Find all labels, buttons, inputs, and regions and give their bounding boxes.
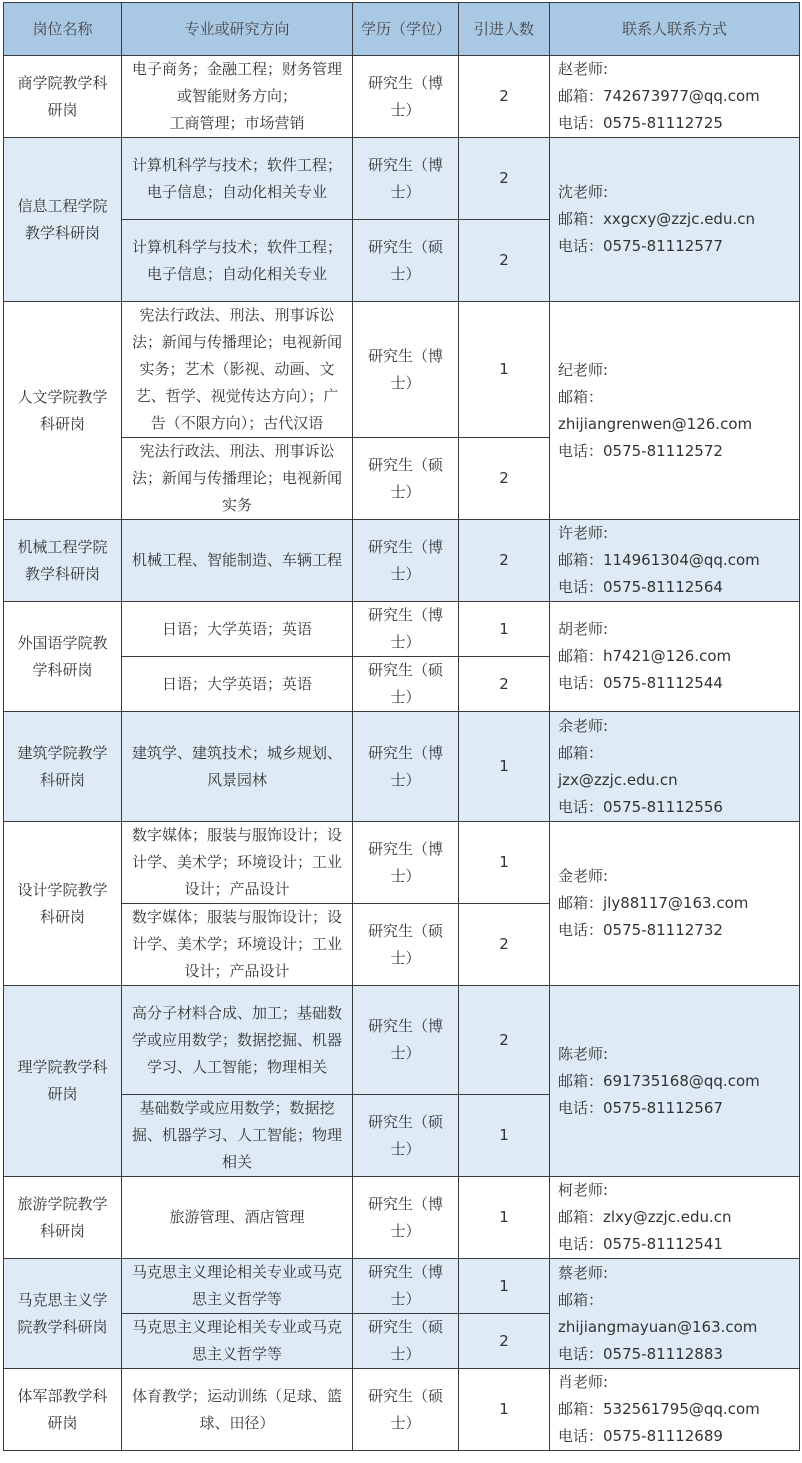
table-row — [4, 138, 800, 220]
contact-line: 余老师: — [558, 716, 609, 735]
contact-line: 电话：0575-81112544 — [558, 674, 723, 692]
table-row — [4, 986, 800, 1095]
header-direction: 专业或研究方向 — [122, 3, 353, 56]
direction-text: 体育教学；运动训练（足球、篮球、田径） — [131, 1386, 342, 1432]
count-cell: 1 — [459, 1259, 550, 1314]
direction-text: 日语；大学英语；英语 — [161, 674, 312, 693]
direction-text: 宪法行政法、刑法、刑事诉讼法；新闻与传播理论；电视新闻实务；艺术（影视、动画、文艺、哲学、视觉传达方向）；广告（不限方向）；古代汉语 — [131, 306, 342, 432]
contact-cell — [550, 1369, 800, 1451]
direction-text: 日语；大学英语；英语 — [161, 619, 312, 638]
degree-cell: 研究生（博士） — [353, 1177, 459, 1259]
table-body — [4, 56, 800, 1451]
header-count: 引进人数 — [459, 3, 550, 56]
degree-cell: 研究生（硕士） — [353, 657, 459, 712]
contact-line: 邮箱：zlxy@zzjc.edu.cn — [558, 1208, 732, 1226]
direction-cell — [122, 220, 353, 302]
contact-cell — [550, 602, 800, 712]
degree-cell: 研究生（硕士） — [353, 1314, 459, 1369]
degree-cell: 研究生（硕士） — [353, 438, 459, 520]
contact-line: 电话：0575-81112883 — [558, 1344, 723, 1363]
table-header-row — [4, 3, 800, 56]
degree-cell: 研究生（博士） — [353, 138, 459, 220]
contact-line: 电话：0575-81112567 — [558, 1098, 723, 1117]
count-cell: 2 — [459, 138, 550, 220]
count-cell: 1 — [459, 712, 550, 822]
direction-cell — [122, 986, 353, 1095]
direction-cell — [122, 904, 353, 986]
direction-cell — [122, 1369, 353, 1451]
contact-line: 电话：0575-81112564 — [558, 578, 723, 596]
count-cell: 2 — [459, 56, 550, 138]
contact-line: 蔡老师: — [558, 1263, 609, 1282]
count-cell: 1 — [459, 602, 550, 657]
position-cell: 体军部教学科研岗 — [4, 1369, 122, 1451]
table-row — [4, 56, 800, 138]
contact-line: 邮箱：h7421@126.com — [558, 647, 732, 665]
contact-line: 邮箱：742673977@qq.com — [558, 87, 760, 105]
count-cell: 1 — [459, 1177, 550, 1259]
contact-line: 电话：0575-81112689 — [558, 1427, 723, 1445]
recruitment-table — [3, 2, 800, 1451]
count-cell: 1 — [459, 1095, 550, 1177]
contact-cell — [550, 56, 800, 138]
header-position: 岗位名称 — [4, 3, 122, 56]
degree-cell: 研究生（硕士） — [353, 220, 459, 302]
direction-text: 数字媒体；服装与服饰设计；设计学、美术学；环境设计；工业设计；产品设计 — [131, 908, 342, 980]
degree-cell: 研究生（硕士） — [353, 1095, 459, 1177]
table-row — [4, 712, 800, 822]
count-cell: 1 — [459, 302, 550, 438]
position-cell: 旅游学院教学科研岗 — [4, 1177, 122, 1259]
contact-line: 电话：0575-81112572 — [558, 441, 723, 460]
count-cell: 1 — [459, 1369, 550, 1451]
degree-cell: 研究生（博士） — [353, 602, 459, 657]
contact-cell — [550, 520, 800, 602]
count-cell: 2 — [459, 904, 550, 986]
direction-text: 马克思主义理论相关专业或马克思主义哲学等 — [131, 1318, 342, 1363]
degree-cell: 研究生（博士） — [353, 302, 459, 438]
direction-text: 计算机科学与技术；软件工程；电子信息；自动化相关专业 — [131, 237, 342, 283]
direction-text: 数字媒体；服装与服饰设计；设计学、美术学；环境设计；工业设计；产品设计 — [131, 826, 342, 898]
direction-text: 计算机科学与技术；软件工程；电子信息；自动化相关专业 — [131, 155, 342, 201]
degree-cell: 研究生（硕士） — [353, 904, 459, 986]
contact-line: 赵老师: — [558, 60, 609, 78]
contact-line: 电话：0575-81112732 — [558, 921, 723, 939]
direction-cell — [122, 602, 353, 657]
contact-cell — [550, 138, 800, 302]
contact-line: 金老师: — [558, 867, 609, 885]
contact-line: 肖老师: — [558, 1373, 609, 1391]
direction-text: 建筑学、建筑技术；城乡规划、风景园林 — [131, 743, 342, 789]
contact-line: 邮箱：114961304@qq.com — [558, 551, 760, 569]
count-cell: 2 — [459, 1314, 550, 1369]
degree-cell: 研究生（博士） — [353, 56, 459, 138]
contact-line: 电话：0575-81112541 — [558, 1235, 723, 1253]
table-row — [4, 602, 800, 657]
direction-cell — [122, 520, 353, 602]
degree-cell: 研究生（博士） — [353, 1259, 459, 1314]
position-cell: 外国语学院教学科研岗 — [4, 602, 122, 712]
direction-cell — [122, 1259, 353, 1314]
direction-cell — [122, 1314, 353, 1369]
contact-line: jzx@zzjc.edu.cn — [558, 770, 678, 789]
position-cell: 机械工程学院教学科研岗 — [4, 520, 122, 602]
table-row — [4, 1259, 800, 1314]
contact-line: 柯老师: — [558, 1181, 609, 1199]
contact-line: 邮箱： — [558, 1290, 604, 1309]
contact-cell — [550, 1177, 800, 1259]
count-cell: 2 — [459, 520, 550, 602]
contact-line: 邮箱：xxgcxy@zzjc.edu.cn — [558, 210, 755, 228]
position-cell: 人文学院教学科研岗 — [4, 302, 122, 520]
table-row — [4, 302, 800, 438]
direction-cell — [122, 56, 353, 138]
direction-text: 马克思主义理论相关专业或马克思主义哲学等 — [131, 1263, 342, 1308]
contact-line: 沈老师: — [558, 183, 609, 201]
direction-cell — [122, 1095, 353, 1177]
count-cell: 1 — [459, 822, 550, 904]
contact-line: 许老师: — [558, 524, 609, 542]
count-cell: 2 — [459, 220, 550, 302]
position-cell: 商学院教学科研岗 — [4, 56, 122, 138]
contact-line: 电话：0575-81112556 — [558, 797, 723, 816]
table-row — [4, 1369, 800, 1451]
position-cell: 马克思主义学院教学科研岗 — [4, 1259, 122, 1369]
degree-cell: 研究生（博士） — [353, 520, 459, 602]
position-cell: 理学院教学科研岗 — [4, 986, 122, 1177]
degree-cell: 研究生（博士） — [353, 822, 459, 904]
table-row — [4, 520, 800, 602]
direction-cell — [122, 822, 353, 904]
direction-text: 旅游管理、酒店管理 — [169, 1208, 305, 1226]
count-cell: 2 — [459, 657, 550, 712]
direction-cell — [122, 1177, 353, 1259]
degree-cell: 研究生（博士） — [353, 712, 459, 822]
degree-cell: 研究生（博士） — [353, 986, 459, 1095]
contact-cell — [550, 1259, 800, 1369]
contact-cell — [550, 986, 800, 1177]
direction-text: 高分子材料合成、加工；基础数学或应用数学；数据挖掘、机器学习、人工智能；物理相关 — [131, 1003, 342, 1076]
table-row — [4, 1177, 800, 1259]
contact-line: 邮箱： — [558, 387, 604, 406]
contact-line: 纪老师: — [558, 360, 609, 379]
contact-line: zhijiangrenwen@126.com — [558, 414, 753, 433]
contact-cell — [550, 712, 800, 822]
contact-line: 陈老师: — [558, 1044, 609, 1063]
direction-text: 电子商务；金融工程；财务管理或智能财务方向； — [131, 60, 342, 105]
direction-cell — [122, 302, 353, 438]
contact-line: zhijiangmayuan@163.com — [558, 1317, 758, 1336]
contact-line: 邮箱： — [558, 743, 604, 762]
header-contact: 联系人联系方式 — [550, 3, 800, 56]
count-cell: 2 — [459, 986, 550, 1095]
header-degree: 学历（学位） — [353, 3, 459, 56]
contact-line: 电话：0575-81112725 — [558, 114, 723, 132]
contact-line: 邮箱：691735168@qq.com — [558, 1071, 760, 1090]
direction-text: 机械工程、智能制造、车辆工程 — [131, 551, 342, 569]
degree-cell: 研究生（硕士） — [353, 1369, 459, 1451]
count-cell: 2 — [459, 438, 550, 520]
direction-cell — [122, 712, 353, 822]
contact-cell — [550, 302, 800, 520]
direction-cell — [122, 438, 353, 520]
position-cell: 信息工程学院教学科研岗 — [4, 138, 122, 302]
direction-text: 宪法行政法、刑法、刑事诉讼法；新闻与传播理论；电视新闻实务 — [131, 442, 342, 514]
contact-line: 邮箱：532561795@qq.com — [558, 1400, 760, 1418]
direction-cell — [122, 657, 353, 712]
direction-text: 工商管理；市场营销 — [169, 114, 305, 132]
position-cell: 建筑学院教学科研岗 — [4, 712, 122, 822]
position-cell: 设计学院教学科研岗 — [4, 822, 122, 986]
direction-text: 基础数学或应用数学；数据挖掘、机器学习、人工智能；物理相关 — [131, 1099, 342, 1171]
contact-line: 电话：0575-81112577 — [558, 237, 723, 255]
contact-line: 胡老师: — [558, 620, 609, 638]
contact-line: 邮箱：jly88117@163.com — [558, 894, 749, 912]
direction-cell — [122, 138, 353, 220]
contact-cell — [550, 822, 800, 986]
table-row — [4, 822, 800, 904]
